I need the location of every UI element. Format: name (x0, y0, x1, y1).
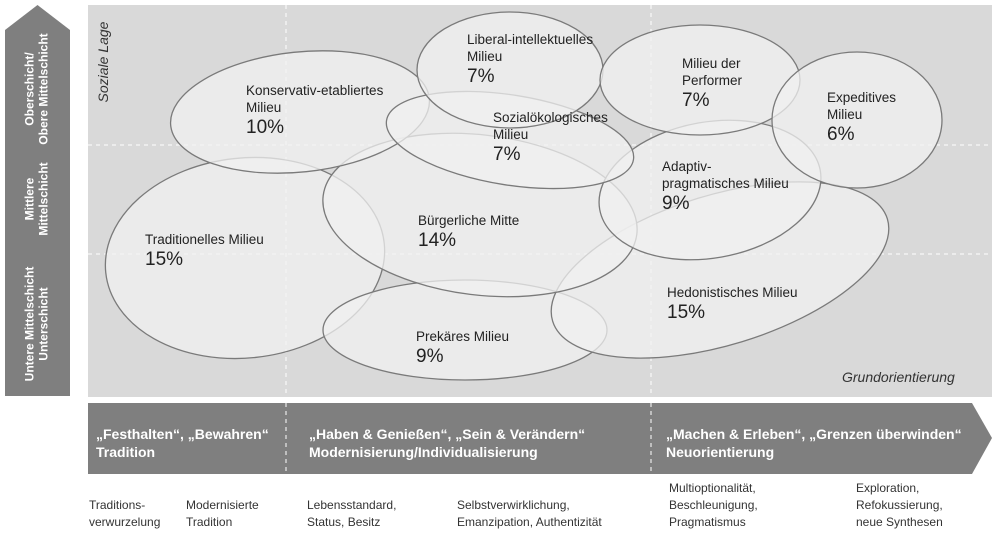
milieu-name: Adaptiv- pragmatisches Milieu (662, 159, 789, 191)
milieu-share: 7% (493, 144, 521, 165)
milieu-buergerliche-mitte (418, 212, 519, 252)
milieu-liberal-intellektuelles (467, 31, 593, 88)
milieu-hedonistisches (667, 284, 798, 324)
milieu-share: 10% (246, 117, 285, 138)
milieu-performer (682, 55, 742, 112)
band-tradition: „Festhalten“, „Bewahren“ Tradition (96, 426, 269, 460)
milieu-konservativ-etabliertes (246, 82, 383, 139)
milieu-expeditives (827, 89, 896, 146)
y-axis-title: Soziale Lage (95, 21, 111, 103)
milieu-adaptiv-pragmatisches (662, 158, 789, 215)
keyword-exploration: Exploration, Refokussierung, neue Synthesen (856, 481, 943, 529)
keyword-selbstverwirklichung: Selbstverwirklichung, Emanzipation, Authentizität (457, 498, 602, 529)
milieu-name: Prekäres Milieu (416, 329, 510, 344)
milieu-share: 14% (418, 230, 457, 251)
milieu-name: Bürgerliche Mitte (418, 213, 520, 228)
x-axis-title: Grundorientierung (842, 369, 955, 385)
keyword-traditionsverwurzelung: Traditions- verwurzelung (89, 498, 161, 529)
milieu-name: Sozialökologisches Milieu (493, 110, 608, 142)
milieu-share: 7% (682, 90, 710, 111)
milieu-name: Expeditives Milieu (827, 90, 897, 122)
keyword-modernisierte-tradition: Modernisierte Tradition (186, 498, 259, 529)
band-neuorientierung: „Machen & Erleben“, „Grenzen überwinden“ Neuorientierung (666, 426, 962, 460)
social-layer-upper: Oberschicht/ Obere Mittelschicht (22, 33, 51, 145)
band-modernisierung: „Haben & Genießen“, „Sein & Verändern“ Modernisierung/Individualisierung (309, 426, 586, 460)
keyword-lebensstandard: Lebensstandard, Status, Besitz (307, 498, 397, 529)
social-layer-lower: Untere Mittelschicht Unterschicht (22, 266, 51, 382)
milieu-share: 9% (662, 193, 690, 214)
social-layer-middle: Mittlere Mittelschicht (22, 162, 51, 236)
milieu-prekaeres (416, 328, 509, 368)
milieu-name: Hedonistisches Milieu (667, 285, 798, 300)
milieu-name: Liberal-intellektuelles Milieu (467, 32, 594, 64)
milieu-share: 15% (145, 249, 184, 270)
milieu-sozialoekologisches (493, 109, 608, 166)
milieu-traditionelles (145, 231, 264, 271)
keyword-multioptionalitaet: Multioptionalität, Beschleunigung, Pragmatismus (669, 481, 758, 529)
milieu-share: 6% (827, 124, 855, 145)
milieu-name: Milieu der Performer (682, 56, 743, 88)
milieu-name: Traditionelles Milieu (145, 232, 264, 247)
milieu-name: Konservativ-etabliertes Milieu (246, 83, 384, 115)
milieu-share: 15% (667, 302, 706, 323)
milieu-share: 9% (416, 346, 444, 367)
milieu-share: 7% (467, 66, 495, 87)
